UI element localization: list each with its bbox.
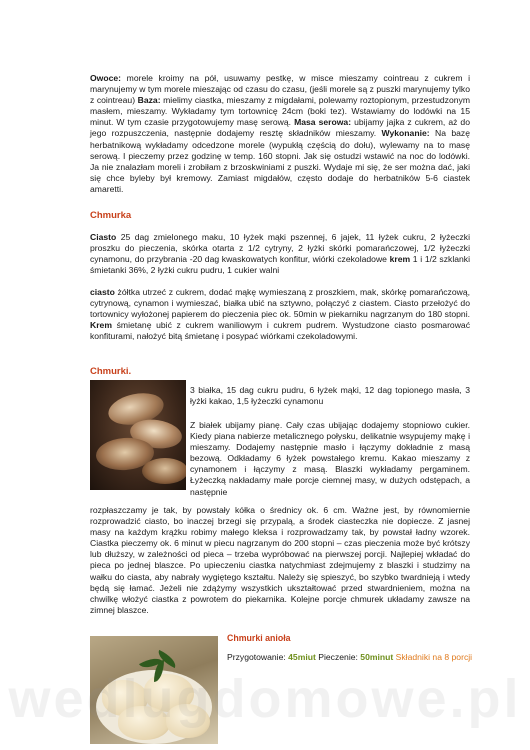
text-baza: mielimy ciastka, mieszamy z migdałami, polewamy roztopionym, przestudzonym masłem, mieszamy. Wykładamy tym tortownicę 24cm (boki tez). Wstawiamy do lodówki na 15 minut. W tym czasie przygotowujemy masę serową.	[90, 95, 470, 128]
label-krem-method: Krem	[90, 320, 112, 331]
text-krem: 1 i 1/2 szklanki śmietanki 36%, 2 łyżki cukru pudru, 1 cukier walni	[90, 254, 470, 276]
servings: Składniki na 8 porcji	[393, 652, 473, 662]
chmurka-method	[90, 287, 470, 342]
label-masa-serowa: Masa serowa:	[294, 117, 352, 128]
text-wykonanie: Na bazę herbatnikową wykładamy odcedzone morele (wypukłą częścią do dołu), wylewamy na to masę serową. I pieczemy przez godzinę w temp. 160 stopni. Jak się ostudzi wstawić na noc do lodówki. Ja nie znalazłam moreli i zrobiłam z brzoskwiniami z puszki. Wydaje mi się, że ser można dać, jaki się chce byleby był kremowy. Zamiast migdałów, często dodaje do herbatników 5-6 ciastek amaretti.	[90, 128, 470, 194]
chmurki-ingredients: 3 białka, 15 dag cukru pudru, 6 łyżek mąki, 12 dag topionego masła, 3 łyżki kakao, 1,5 łyżeczki cynamonu	[190, 385, 470, 407]
cheesecake-instructions	[90, 73, 470, 195]
heading-chmurka: Chmurka	[90, 210, 132, 221]
label-krem: krem	[389, 254, 411, 265]
text-krem-method: śmietanę ubić z cukrem waniliowym i cukrem pudrem. Wystudzone ciasto posmarować konfiturami, nałożyć bitą śmietanę i posypać wiórkami czekoladowymi.	[90, 320, 470, 342]
label-ciasto: Ciasto	[90, 232, 117, 242]
bake-label: Pieczenie:	[315, 652, 361, 662]
chmurki-method-part2: rozpłaszczamy je tak, by powstały kółka o średnicy ok. 6 cm. Ważne jest, by równomiernie rozprowadzić ciasto, bo inaczej brzegi się przypalą, a środek ciasteczka nie dopiecze. Z jasnej masy na każdym krążku robimy małego kleksa i rozprowadzamy tak, by powstał ładny wzorek. Ciastka pieczemy ok. 6 minut w piecu nagrzanym do 200 stopni – czas pieczenia może być krótszy lub dłuższy, w zależności od pieca – trzeba wypróbować na pierwszej porcji. Najlepiej wkładać do pieca po jednej blaszce. Po upieczeniu ciastka natychmiast zdejmujemy z blaszki i studzimy na wałku do ciasta, aby nabrały wygiętego kształtu. Należy się spieszyć, bo szybko twardnieją i wtedy będą się łamać. Jeżeli nie zdążymy wszystkich ukształtować przed stwardnieniem, można na chwilkę włożyć ciastka z powrotem do piekarnika. Kolejne porcje chmurek układamy zawsze na zimnej blaszce.	[90, 505, 470, 615]
heading-chmurki: Chmurki.	[90, 366, 132, 377]
chmurki-cookies-photo	[90, 380, 186, 490]
chmurki-method-part1: Z białek ubijamy pianę. Cały czas ubijając dodajemy stopniowo cukier. Kiedy piana nabierze metalicznego połysku, delikatnie wsypujemy mąkę i mieszamy. Dodajemy następnie masło i łączymy dokładnie z masą bezową. Odkładamy 6 łyżek powstałego kremu. Kakao mieszamy z cynamonem i łączymy z masą. Blaszki wykładamy pergaminem. Łyżeczką nakładamy małe porcje ciemnej masy, w dużych odstępach, a następnie	[190, 420, 470, 497]
prep-time: 45miut	[288, 652, 316, 662]
label-wykonanie: Wykonanie:	[381, 128, 430, 139]
label-ciasto-method: ciasto	[90, 287, 115, 297]
prep-info	[227, 652, 477, 664]
angel-cookies-photo	[90, 636, 218, 744]
text-owoce: morele kroimy na pół, usuwamy pestkę, w misce mieszamy cointreau z cukrem i marynujemy w tym morele mieszając od czasu do czasu, (jeśli morele są z puszki marynujemy tylko z cointreau)	[90, 73, 470, 106]
chmurka-ingredients	[90, 232, 470, 276]
label-baza: Baza:	[137, 95, 161, 106]
text-ciasto-method: żółtka utrzeć z cukrem, dodać mąkę wymieszaną z proszkiem, mak, skórkę pomarańczową, cytrynową, cynamon i wymieszać, białka ubić na sztywno, połączyć z ciastem. Ciasto przełożyć do tortownicy wyłożonej papierem do pieczenia piec ok. 50min w piekarniku nagrzanym do 180 stopni.	[90, 287, 470, 320]
label-owoce: Owoce:	[90, 73, 122, 83]
bake-time: 50minut	[360, 652, 394, 662]
text-masa-serowa: ubijamy jajka z cukrem, aż do jego rozpuszczenia, następnie dodajemy resztę składników mieszamy.	[90, 117, 470, 139]
prep-label: Przygotowanie:	[227, 652, 289, 662]
site-watermark: wedlugdomowe.pl	[8, 669, 522, 729]
text-ciasto: 25 dag zmielonego maku, 10 łyżek mąki pszennej, 6 jajek, 11 łyżek cukru, 2 łyżeczki proszku do pieczenia, skórka otarta z 1/2 cytryny, 2 łyżki skórki pomarańczowej, 1/2 łyżeczki cynamonu, do przybrania -20 dag kwaskowatych konfitur, wiórki czekoladowe	[90, 232, 470, 265]
heading-chmurki-aniola: Chmurki anioła	[227, 633, 291, 643]
